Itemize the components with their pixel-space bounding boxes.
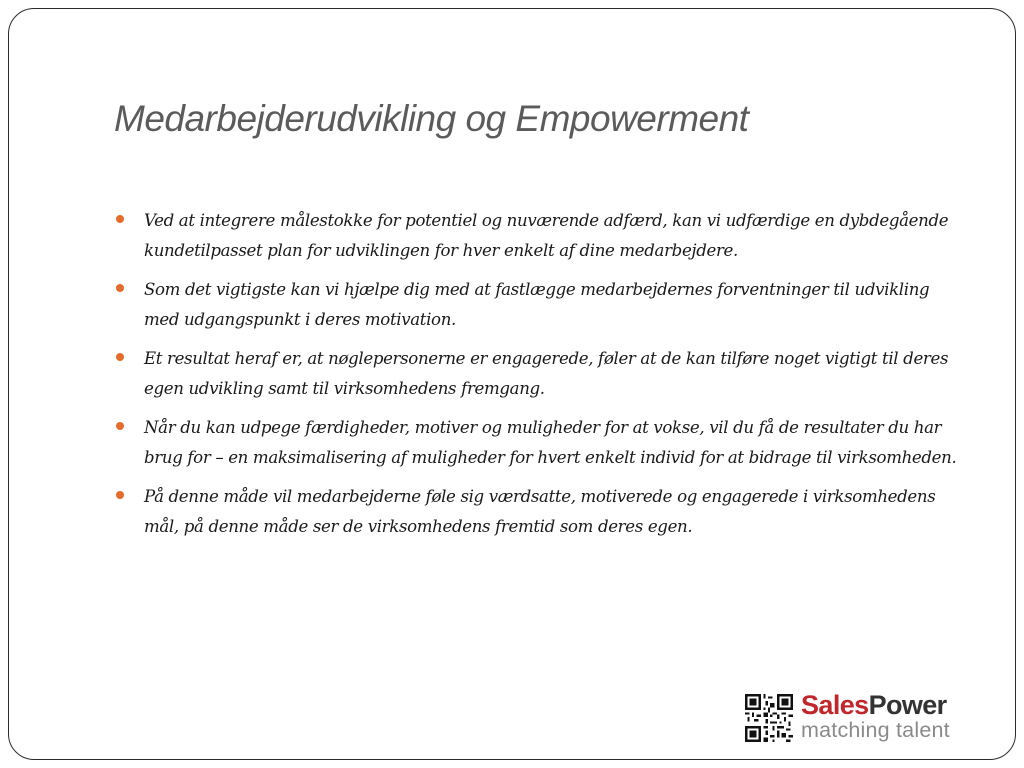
- bullet-marker-icon: [116, 353, 124, 361]
- bullet-marker-icon: [116, 215, 124, 223]
- brand-tagline: matching talent: [801, 718, 950, 742]
- bullet-marker-icon: [116, 284, 124, 292]
- bullet-item: [114, 275, 964, 335]
- bullet-item: [114, 413, 964, 473]
- bullet-text: Som det vigtigste kan vi hjælpe dig med at fastlægge medarbejdernes forventninger til udvikling med udgangspunkt i deres motivation.: [144, 280, 930, 329]
- bullet-item: [114, 482, 964, 542]
- brand-name-second: Power: [868, 690, 947, 720]
- qr-code-icon: [745, 694, 793, 742]
- bullet-marker-icon: [116, 491, 124, 499]
- brand-name-first: Sales: [801, 690, 869, 720]
- bullet-text: Ved at integrere målestokke for potentiel og nuværende adfærd, kan vi udfærdige en dybdegående kundetilpasset plan for udviklingen for hver enkelt af dine medarbejdere.: [144, 211, 949, 260]
- bullet-text: Et resultat heraf er, at nøglepersonerne er engagerede, føler at de kan tilføre noget vigtigt til deres egen udvikling samt til virksomhedens fremgang.: [144, 349, 949, 398]
- bullet-text: På denne måde vil medarbejderne føle sig værdsatte, motiverede og engagerede i virksomhedens mål, på denne måde ser de virksomhedens fremtid som deres egen.: [144, 487, 936, 536]
- salespower-logo: [745, 692, 990, 742]
- bullet-text: Når du kan udpege færdigheder, motiver og muligheder for at vokse, vil du få de resultater du har brug for – en maksimalisering af muligheder for hvert enkelt individ for at bidrage til virksomheden.: [144, 418, 957, 467]
- bullet-list: [114, 206, 964, 551]
- bullet-marker-icon: [116, 422, 124, 430]
- slide-title: Medarbejderudvikling og Empowerment: [114, 98, 749, 139]
- bullet-item: [114, 344, 964, 404]
- brand-name: [801, 690, 947, 720]
- bullet-item: [114, 206, 964, 266]
